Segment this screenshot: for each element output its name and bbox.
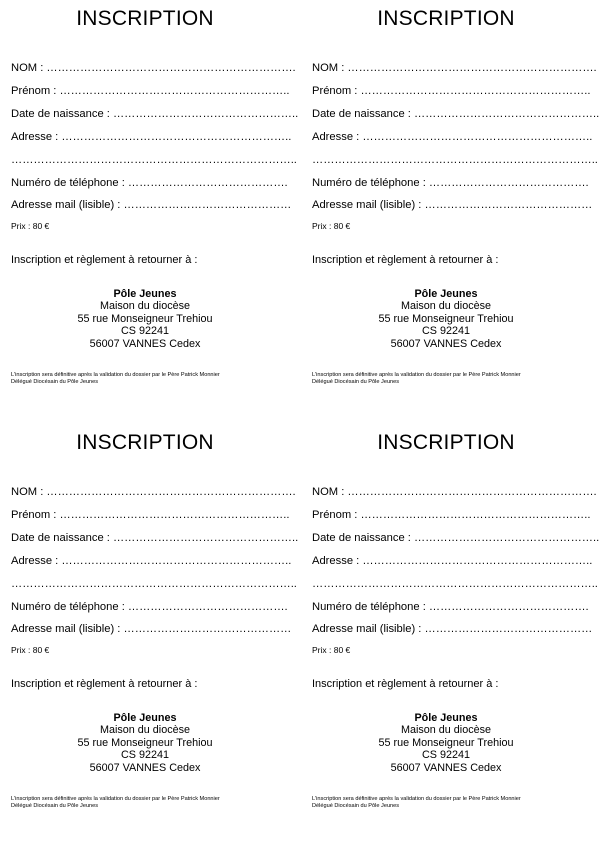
date-naissance-field: Date de naissance : ………………………………………….. (11, 108, 299, 120)
postal-address (0, 288, 290, 350)
prix-label: Prix : 80 € (11, 645, 50, 655)
prenom-field: Prénom : …………………………………………………….. (11, 509, 290, 521)
date-naissance-field: Date de naissance : ………………………………………….. (11, 532, 299, 544)
adresse-field: Adresse : …………………………………………………….. (11, 131, 292, 143)
address-line: CS 92241 (120, 749, 170, 762)
form-title: INSCRIPTION (76, 7, 214, 30)
date-naissance-field: Date de naissance : ………………………………………….. (312, 532, 600, 544)
adresse-suite-field: ………………………………………………………………….. (11, 578, 297, 590)
adresse-field: Adresse : …………………………………………………….. (11, 555, 292, 567)
telephone-field: Numéro de téléphone : ……………………………………. (11, 177, 288, 189)
inscription-form-bottom-right (301, 424, 600, 844)
validation-note (312, 796, 521, 810)
retour-label: Inscription et règlement à retourner à : (312, 678, 499, 690)
date-naissance-field: Date de naissance : ………………………………………….. (312, 108, 600, 120)
address-line: Maison du diocèse (400, 300, 492, 313)
prix-label: Prix : 80 € (312, 645, 351, 655)
postal-address (301, 288, 591, 350)
address-line: 55 rue Monseigneur Trehiou (77, 312, 213, 325)
telephone-field: Numéro de téléphone : ……………………………………. (312, 601, 589, 613)
address-line: Maison du diocèse (99, 300, 191, 313)
address-line: 55 rue Monseigneur Trehiou (378, 736, 514, 749)
address-org: Pôle Jeunes (414, 288, 478, 300)
address-line: 56007 VANNES Cedex (89, 761, 201, 774)
adresse-suite-field: ………………………………………………………………….. (312, 578, 598, 590)
prix-label: Prix : 80 € (11, 221, 50, 231)
prix-label: Prix : 80 € (312, 221, 351, 231)
nom-field: NOM : …………………………………………………………. (11, 486, 296, 498)
validation-note (312, 372, 521, 386)
adresse-field: Adresse : …………………………………………………….. (312, 131, 593, 143)
address-org: Pôle Jeunes (113, 712, 177, 724)
address-line: CS 92241 (421, 325, 471, 338)
retour-label: Inscription et règlement à retourner à : (11, 678, 198, 690)
address-org: Pôle Jeunes (414, 712, 478, 724)
postal-address (0, 712, 290, 774)
validation-note (11, 372, 220, 386)
nom-field: NOM : …………………………………………………………. (312, 486, 597, 498)
form-title: INSCRIPTION (377, 431, 515, 454)
inscription-form-top-right (301, 0, 600, 420)
address-line: Maison du diocèse (400, 724, 492, 737)
validation-note (11, 796, 220, 810)
note-line: L'inscription sera définitive après la validation du dossier par le Père Patrick Monnier (11, 372, 220, 378)
postal-address (301, 712, 591, 774)
note-line: L'inscription sera définitive après la validation du dossier par le Père Patrick Monnier (312, 372, 521, 378)
inscription-form-bottom-left (0, 424, 299, 844)
note-line: Délégué Diocésain du Pôle Jeunes (312, 379, 400, 385)
note-line: L'inscription sera définitive après la validation du dossier par le Père Patrick Monnier (11, 796, 220, 802)
address-line: 56007 VANNES Cedex (89, 337, 201, 350)
form-title: INSCRIPTION (377, 7, 515, 30)
email-field: Adresse mail (lisible) : ……………………………………… (11, 623, 292, 635)
prenom-field: Prénom : …………………………………………………….. (312, 85, 591, 97)
telephone-field: Numéro de téléphone : ……………………………………. (11, 601, 288, 613)
address-line: 56007 VANNES Cedex (390, 761, 502, 774)
note-line: Délégué Diocésain du Pôle Jeunes (11, 379, 99, 385)
email-field: Adresse mail (lisible) : ……………………………………… (312, 199, 593, 211)
address-line: 55 rue Monseigneur Trehiou (77, 736, 213, 749)
note-line: Délégué Diocésain du Pôle Jeunes (312, 803, 400, 809)
email-field: Adresse mail (lisible) : ……………………………………… (11, 199, 292, 211)
address-line: CS 92241 (120, 325, 170, 338)
telephone-field: Numéro de téléphone : ……………………………………. (312, 177, 589, 189)
retour-label: Inscription et règlement à retourner à : (312, 254, 499, 266)
inscription-form-top-left (0, 0, 299, 420)
form-title: INSCRIPTION (76, 431, 214, 454)
prenom-field: Prénom : …………………………………………………….. (312, 509, 591, 521)
note-line: Délégué Diocésain du Pôle Jeunes (11, 803, 99, 809)
address-line: 56007 VANNES Cedex (390, 337, 502, 350)
address-line: 55 rue Monseigneur Trehiou (378, 312, 514, 325)
address-line: Maison du diocèse (99, 724, 191, 737)
nom-field: NOM : …………………………………………………………. (312, 62, 597, 74)
adresse-field: Adresse : …………………………………………………….. (312, 555, 593, 567)
note-line: L'inscription sera définitive après la validation du dossier par le Père Patrick Monnier (312, 796, 521, 802)
nom-field: NOM : …………………………………………………………. (11, 62, 296, 74)
address-org: Pôle Jeunes (113, 288, 177, 300)
adresse-suite-field: ………………………………………………………………….. (312, 154, 598, 166)
retour-label: Inscription et règlement à retourner à : (11, 254, 198, 266)
email-field: Adresse mail (lisible) : ……………………………………… (312, 623, 593, 635)
adresse-suite-field: ………………………………………………………………….. (11, 154, 297, 166)
prenom-field: Prénom : …………………………………………………….. (11, 85, 290, 97)
address-line: CS 92241 (421, 749, 471, 762)
